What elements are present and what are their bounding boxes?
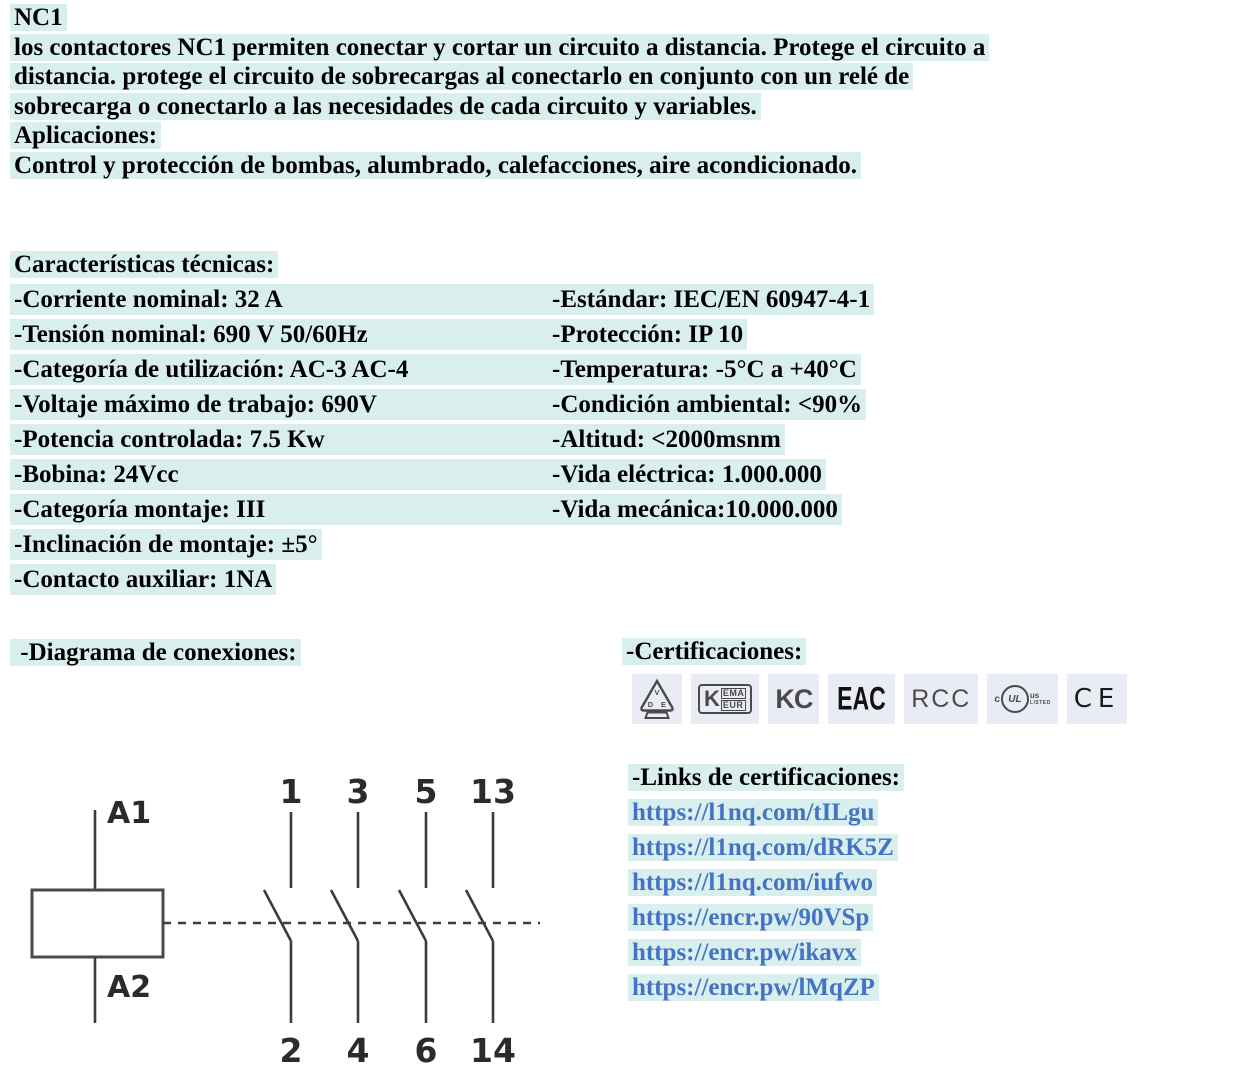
specs-title-row <box>10 249 874 284</box>
spec-left-value: -Contacto auxiliar: 1NA <box>14 566 273 593</box>
coil-terminal-a1: A1 <box>107 796 152 831</box>
certification-link[interactable]: https://encr.pw/ikavx <box>628 939 861 966</box>
spec-right-value: -Protección: IP 10 <box>552 321 744 348</box>
diagram-title: -Diagrama de conexiones: <box>10 639 301 666</box>
spec-row <box>10 319 874 354</box>
link-row <box>628 972 904 1007</box>
terminal-label: 14 <box>470 1031 516 1070</box>
ul-listed-mark <box>987 674 1057 724</box>
contact-blade <box>466 890 493 941</box>
intro-line: sobrecarga o conectarlo a las necesidades de cada circuito y variables. <box>10 92 989 122</box>
contact-blade <box>264 890 291 941</box>
diagram-title-row <box>10 637 301 669</box>
spec-left-value: -Potencia controlada: 7.5 Kw <box>14 426 325 453</box>
technical-specs-section <box>10 249 874 599</box>
page-title: NC1 <box>10 4 67 31</box>
link-row <box>628 797 904 832</box>
terminal-label: 2 <box>279 1031 303 1070</box>
eac-icon: EAC <box>837 680 887 717</box>
spec-right-value: -Vida mecánica:10.000.000 <box>552 496 838 523</box>
spec-left-value: -Voltaje máximo de trabajo: 690V <box>14 391 377 418</box>
intro-line: distancia. protege el circuito de sobrecargas al conectarlo en conjunto con un relé de <box>10 62 989 92</box>
certifications-title: -Certificaciones: <box>622 638 806 665</box>
certification-link[interactable]: https://l1nq.com/iufwo <box>628 869 877 896</box>
certification-link[interactable]: https://encr.pw/90VSp <box>628 904 873 931</box>
terminal-label: 3 <box>346 772 370 811</box>
links-list <box>628 797 904 1007</box>
spec-left-value: -Categoría montaje: III <box>14 496 266 523</box>
terminal-label: 1 <box>279 772 303 811</box>
link-row <box>628 937 904 972</box>
spec-row <box>10 354 874 389</box>
spec-row <box>10 389 874 424</box>
svg-text:E: E <box>660 700 667 709</box>
rcc-icon: RCC <box>911 684 972 713</box>
ce-mark <box>1067 674 1128 724</box>
terminal-label: 4 <box>346 1031 370 1070</box>
intro-section <box>10 3 989 181</box>
link-row <box>628 832 904 867</box>
link-row <box>628 902 904 937</box>
contact-blade <box>331 890 358 941</box>
certification-link[interactable]: https://encr.pw/lMqZP <box>628 974 879 1001</box>
svg-text:V: V <box>654 688 660 697</box>
kema-keur-icon: K EMA EUR <box>698 684 752 714</box>
coil-terminal-a2: A2 <box>107 970 152 1005</box>
links-section <box>628 762 904 1007</box>
specs-rows <box>10 284 874 599</box>
coil-box <box>32 890 163 957</box>
terminal-label: 6 <box>414 1031 438 1070</box>
terminal-label: 5 <box>414 772 438 811</box>
terminal-label: 13 <box>470 772 516 811</box>
kema-keur-mark <box>691 674 759 724</box>
links-title: -Links de certificaciones: <box>628 764 904 791</box>
kc-mark <box>768 674 819 724</box>
spec-row <box>10 564 874 599</box>
link-row <box>628 867 904 902</box>
vde-icon <box>639 678 675 720</box>
spec-right-value: -Estándar: IEC/EN 60947-4-1 <box>552 286 871 313</box>
certification-link[interactable]: https://l1nq.com/tILgu <box>628 799 878 826</box>
specs-title: Características técnicas: <box>10 251 278 278</box>
intro-line: los contactores NC1 permiten conectar y cortar un circuito a distancia. Protege el circuito a <box>10 33 989 63</box>
spec-left-value: -Corriente nominal: 32 A <box>14 286 283 313</box>
spec-row <box>10 284 874 319</box>
spec-row <box>10 424 874 459</box>
contact-blade <box>399 890 426 941</box>
ce-icon: CE <box>1073 684 1121 714</box>
certification-marks-row <box>632 674 1127 724</box>
spec-right-value: -Temperatura: -5°C a +40°C <box>552 356 857 383</box>
spec-left-value: -Bobina: 24Vcc <box>14 461 179 488</box>
svg-text:D: D <box>647 700 654 709</box>
kc-icon: KC <box>775 683 813 714</box>
ul-listed-icon: c UL us LISTED <box>994 685 1050 713</box>
spec-row <box>10 459 874 494</box>
vde-mark <box>632 674 682 724</box>
rcc-mark <box>904 674 978 724</box>
certification-link[interactable]: https://l1nq.com/dRK5Z <box>628 834 898 861</box>
spec-left-value: -Inclinación de montaje: ±5° <box>14 531 318 558</box>
spec-left-value: -Categoría de utilización: AC-3 AC-4 <box>14 356 409 383</box>
page-title-line <box>10 3 989 33</box>
certifications-title-row <box>622 636 1127 670</box>
spec-row <box>10 494 874 529</box>
certifications-section <box>622 636 1127 724</box>
spec-row <box>10 529 874 564</box>
links-title-row <box>628 762 904 797</box>
spec-left-value: -Tensión nominal: 690 V 50/60Hz <box>14 321 368 348</box>
spec-right-value: -Altitud: <2000msnm <box>552 426 781 453</box>
spec-right-value: -Condición ambiental: <90% <box>552 391 863 418</box>
eac-mark <box>828 674 895 724</box>
spec-right-value: -Vida eléctrica: 1.000.000 <box>552 461 822 488</box>
connection-diagram <box>0 760 600 1076</box>
applications-label: Aplicaciones: <box>10 121 989 151</box>
applications-text: Control y protección de bombas, alumbrado, calefacciones, aire acondicionado. <box>10 151 989 181</box>
